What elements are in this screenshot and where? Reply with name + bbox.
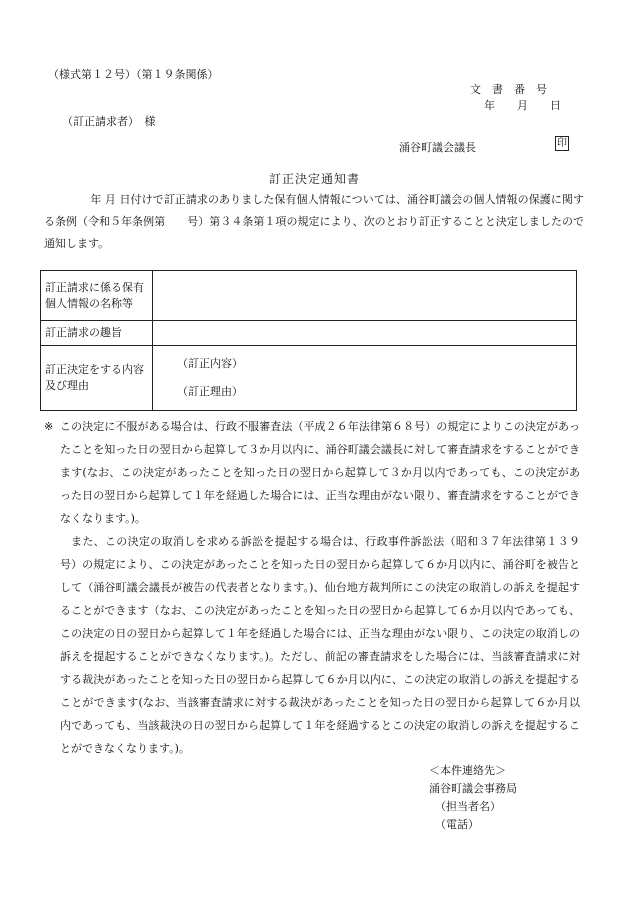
intro-paragraph <box>44 189 584 255</box>
note-mark: ※ <box>44 420 54 433</box>
recipient-label: （訂正請求者） 様 <box>62 115 156 128</box>
table-row <box>41 321 577 346</box>
table-value-decision <box>153 346 577 411</box>
table-row <box>41 346 577 411</box>
correction-table <box>40 270 577 411</box>
contact-block <box>429 762 517 834</box>
notes-section <box>44 415 580 760</box>
table-value-purpose <box>153 321 577 346</box>
date-label: 年 月 日 <box>484 99 561 112</box>
seal-mark: 印 <box>557 138 567 149</box>
document-number-label: 文 書 番 号 <box>470 83 547 96</box>
correction-reason-label: （訂正理由） <box>177 385 243 398</box>
intro-text: 年 月 日付けで訂正請求のありました保有個人情報については、涌谷町議会の個人情報の保護に関する条例（令和５年条例第 号）第３４条第１項の規定により、次のとおり訂正することと決定しましたので通知します。 <box>44 193 584 250</box>
table-label-purpose: 訂正請求の趣旨 <box>41 321 153 346</box>
contact-person: （担当者名） <box>435 800 501 813</box>
form-number-label: （様式第１２号）（第１９条関係） <box>48 68 219 81</box>
table-row <box>41 271 577 321</box>
table-value-info-name <box>153 271 577 321</box>
table-label-decision: 訂正決定をする内容及び理由 <box>41 346 153 411</box>
note-lawsuit <box>44 530 580 760</box>
issuer-label: 涌谷町議会議長 <box>399 141 476 154</box>
contact-heading: ＜本件連絡先＞ <box>429 764 506 777</box>
note-lawsuit-text: また、この決定の取消しを求める訴訟を提起する場合は、行政事件訴訟法（昭和３７年法律第１３９号）の規定により、この決定があったことを知った日の翌日から起算して６か月以内に、涌谷町を被告として（涌谷町議会議長が被告の代表者となります。)、仙台地方裁判所にこの決定の取消しの訴えを提起することができます（なお、この決定があったことを知った日の翌日から起算して６か月以内であっても、この決定の日の翌日から起算して１年を経過した場合には、正当な理由がない限り、この決定の取消しの訴えを提起することができなくなります。)。ただし、前記の審査請求をした場合には、当該審査請求に対する裁決があったことを知った日の翌日から起算して６か月以内に、この決定の取消しの訴えを提起することができます(なお、当該審査請求に対する裁決があったことを知った日の翌日から起算して６か月以内であっても、当該裁決の日の翌日から起算して１年を経過するとこの決定の取消しの訴えを提起することができなくなります。)。 <box>60 535 580 755</box>
contact-office: 涌谷町議会事務局 <box>429 782 517 795</box>
note-appeal-text: この決定に不服がある場合は、行政不服審査法（平成２６年法律第６８号）の規定によりこの決定があったことを知った日の翌日から起算して３か月以内に、涌谷町議会議長に対して審査請求をすることができます(なお、この決定があったことを知った日の翌日から起算して３か月以内であっても、この決定があった日の翌日から起算して１年を経過した場合には、正当な理由がない限り、審査請求をすることができなくなります。)。 <box>60 420 580 525</box>
note-appeal <box>44 415 580 530</box>
document-title: 訂正決定通知書 <box>269 172 361 186</box>
contact-phone: （電話） <box>435 818 479 831</box>
correction-content-label: （訂正内容） <box>177 357 243 370</box>
table-label-info-name: 訂正請求に係る保有個人情報の名称等 <box>41 271 153 321</box>
